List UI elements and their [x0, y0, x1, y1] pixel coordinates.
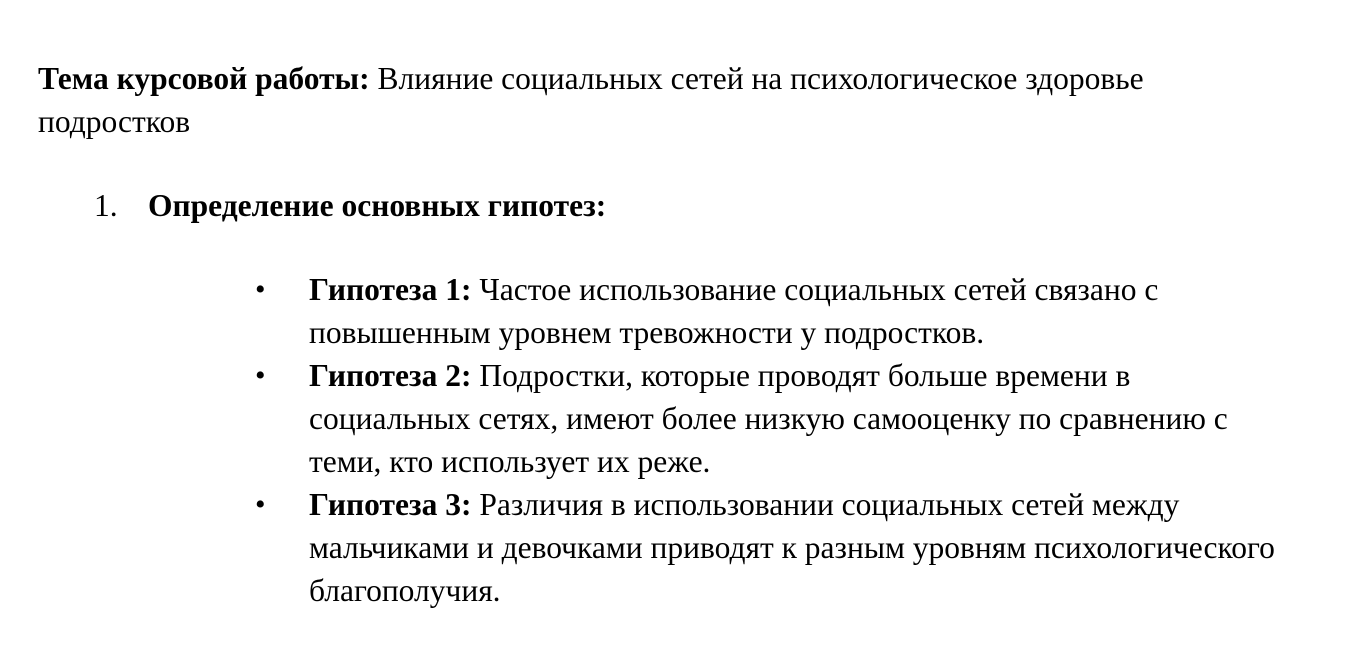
section-heading: [38, 184, 1328, 227]
hypothesis-body: Частое использование социальных сетей связано с повышенным уровнем тревожности у подростков.: [309, 272, 1159, 350]
hypothesis-item-3: [38, 483, 1299, 612]
topic-label: Тема курсовой работы:: [38, 61, 370, 96]
hypothesis-label: Гипотеза 1:: [309, 272, 472, 307]
hypothesis-text: [309, 268, 1299, 354]
hypothesis-body: Подростки, которые проводят больше времени в социальных сетях, имеют более низкую самооценку по сравнению с теми, кто использует их реже.: [309, 358, 1228, 479]
topic-paragraph: [38, 57, 1198, 143]
bullet-icon: •: [255, 273, 266, 306]
topic-text: Влияние социальных сетей на психологическое здоровье подростков: [38, 61, 1144, 139]
hypothesis-label: Гипотеза 2:: [309, 358, 472, 393]
hypotheses-list: [38, 268, 1328, 612]
hypothesis-text: [309, 354, 1299, 483]
bullet-icon: •: [255, 488, 266, 521]
section-title: Определение основных гипотез:: [148, 188, 607, 223]
bullet-icon: •: [255, 359, 266, 392]
document-body: [38, 57, 1328, 612]
hypothesis-text: [309, 483, 1299, 612]
section-number: 1.: [94, 188, 118, 223]
hypothesis-label: Гипотеза 3:: [309, 487, 472, 522]
hypothesis-body: Различия в использовании социальных сетей между мальчиками и девочками приводят к разным уровням психологического благополучия.: [309, 487, 1275, 608]
hypothesis-item-2: [38, 354, 1299, 483]
hypothesis-item-1: [38, 268, 1299, 354]
